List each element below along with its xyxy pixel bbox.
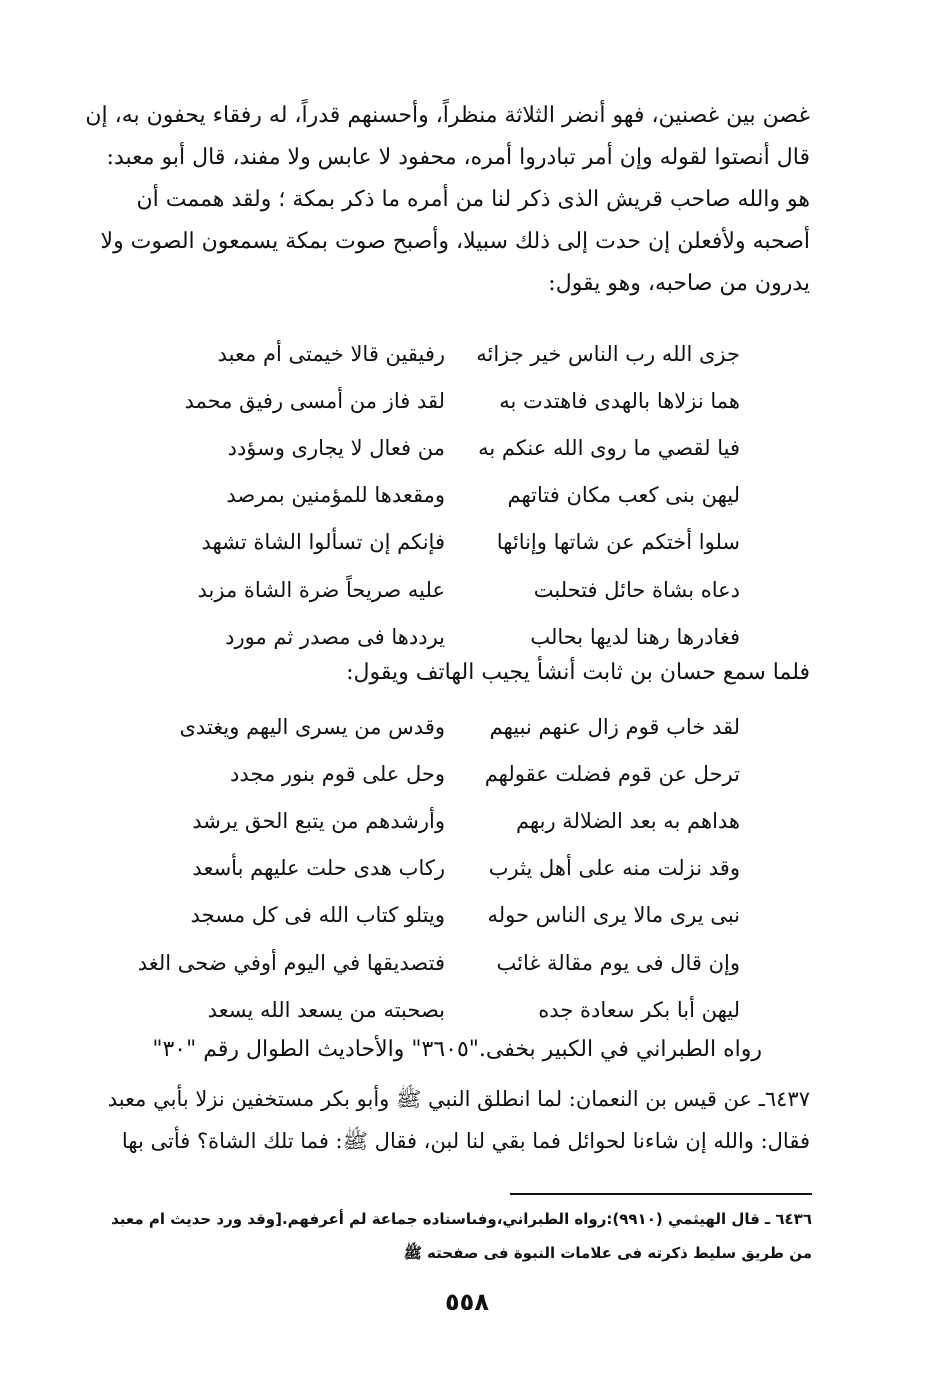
verse-first-half: ليهن أبا بكر سعادة جده: [538, 997, 740, 1022]
verse: [180, 377, 740, 424]
verse-first-half: سلوا أختكم عن شاتها وإنائها: [496, 530, 740, 555]
footnote-line: ٦٤٣٦ ـ قال الهيثمي (٩٩١٠):رواه الطبراني،وفىاسناده جماعة لم أعرفهم.[وقد ورد حديث ام معبد: [111, 1210, 812, 1228]
citation: رواه الطبراني في الكبير بخفى."٣٦٠٥" والأحاديث الطوال رقم "٣٠": [152, 1037, 762, 1062]
poem-umm-mabad: [180, 330, 740, 660]
verse-second-half: ومقعدها للمؤمنين بمرصد: [226, 483, 445, 508]
verse: [180, 566, 740, 613]
verse-second-half: وحل على قوم بنور مجدد: [230, 761, 445, 786]
verse: [180, 519, 740, 566]
verse: [180, 845, 740, 892]
verse-second-half: ويتلو كتاب الله فى كل مسجد: [190, 903, 445, 928]
footnote-line: من طريق سليط ذكرته فى علامات النبوة فى صفحته ﷺ: [403, 1244, 812, 1262]
transition-line: فلما سمع حسان بن ثابت أنشأ يجيب الهاتف ويقول:: [346, 660, 810, 685]
poem-hassan: [137, 703, 740, 1033]
verse-first-half: ليهن بنى كعب مكان فتاتهم: [507, 483, 740, 508]
verse: [180, 472, 740, 519]
verse: [180, 703, 740, 750]
verse-first-half: جزى الله رب الناس خير جزائه: [476, 341, 740, 366]
verse: [180, 424, 740, 471]
verse-second-half: فتصديقها في اليوم أوفي ضحى الغد: [137, 950, 445, 975]
intro-paragraph: [85, 95, 810, 305]
verse-first-half: نبى يرى مالا يرى الناس حوله: [487, 903, 740, 928]
intro-line: هو والله صاحب قريش الذى ذكر لنا من أمره ما ذكر بمكة ؛ ولقد هممت أن: [136, 187, 810, 212]
verse-first-half: لقد خاب قوم زال عنهم نبيهم: [489, 714, 740, 739]
verse-second-half: وأرشدهم من يتبع الحق يرشد: [192, 808, 445, 833]
verse: [180, 797, 740, 844]
verse: [180, 892, 740, 939]
page-number: ٥٥٨: [445, 1288, 489, 1316]
verse-first-half: وإن قال فى يوم مقالة غائب: [496, 950, 740, 975]
intro-line: قال أنصتوا لقوله وإن أمر تبادروا أمره، محفود لا عابس ولا مفند، قال أبو معبد:: [106, 145, 810, 170]
verse-second-half: ركاب هدى حلت عليهم بأسعد: [192, 856, 445, 881]
verse-second-half: فإنكم إن تسألوا الشاة تشهد: [201, 530, 445, 555]
verse-second-half: رفيقين قالا خيمتى أم معبد: [217, 341, 445, 366]
verse: [137, 939, 740, 986]
verse-first-half: هما نزلاها بالهدى فاهتدت به: [499, 388, 740, 413]
verse-second-half: لقد فاز من أمسى رفيق محمد: [184, 388, 445, 413]
verse-first-half: ترحل عن قوم فضلت عقولهم: [484, 761, 740, 786]
verse-second-half: وقدس من يسرى اليهم ويغتدى: [179, 714, 445, 739]
verse-second-half: عليه صريحاً ضرة الشاة مزبد: [197, 577, 445, 602]
verse: [180, 330, 740, 377]
hadith-paragraph: [107, 1078, 810, 1162]
intro-line: غصن بين غصنين، فهو أنضر الثلاثة منظراً، وأحسنهم قدراً، له رفقاء يحفون به، إن: [85, 103, 810, 128]
intro-line: أصحبه ولأفعلن إن حدت إلى ذلك سبيلا، وأصبح صوت بمكة يسمعون الصوت ولا: [100, 229, 810, 254]
verse: [180, 613, 740, 660]
footnote-divider: [510, 1193, 812, 1195]
verse-second-half: من فعال لا يجارى وسؤدد: [227, 435, 445, 460]
hadith-line: فقال: والله إن شاءنا لحوائل فما بقي لنا لبن، فقال ﷺ: فما تلك الشاة؟ فأتى بها: [121, 1129, 810, 1153]
verse-second-half: بصحبته من يسعد الله يسعد: [207, 997, 445, 1022]
verse: [180, 750, 740, 797]
verse: [180, 986, 740, 1033]
verse-second-half: يرددها فى مصدر ثم مورد: [225, 624, 445, 649]
verse-first-half: وقد نزلت منه على أهل يثرب: [488, 856, 740, 881]
verse-first-half: هداهم به بعد الضلالة ربهم: [515, 808, 740, 833]
verse-first-half: دعاه بشاة حائل فتحلبت: [533, 577, 740, 602]
intro-line: يدرون من صاحبه، وهو يقول:: [548, 271, 810, 296]
hadith-line: ٦٤٣٧ـ عن قيس بن النعمان: لما انطلق النبي ﷺ وأبو بكر مستخفين نزلا بأبي معبد: [107, 1087, 810, 1111]
verse-first-half: فغادرها رهنا لديها بحالب: [530, 624, 740, 649]
verse-first-half: فيا لقصي ما روى الله عنكم به: [478, 435, 740, 460]
